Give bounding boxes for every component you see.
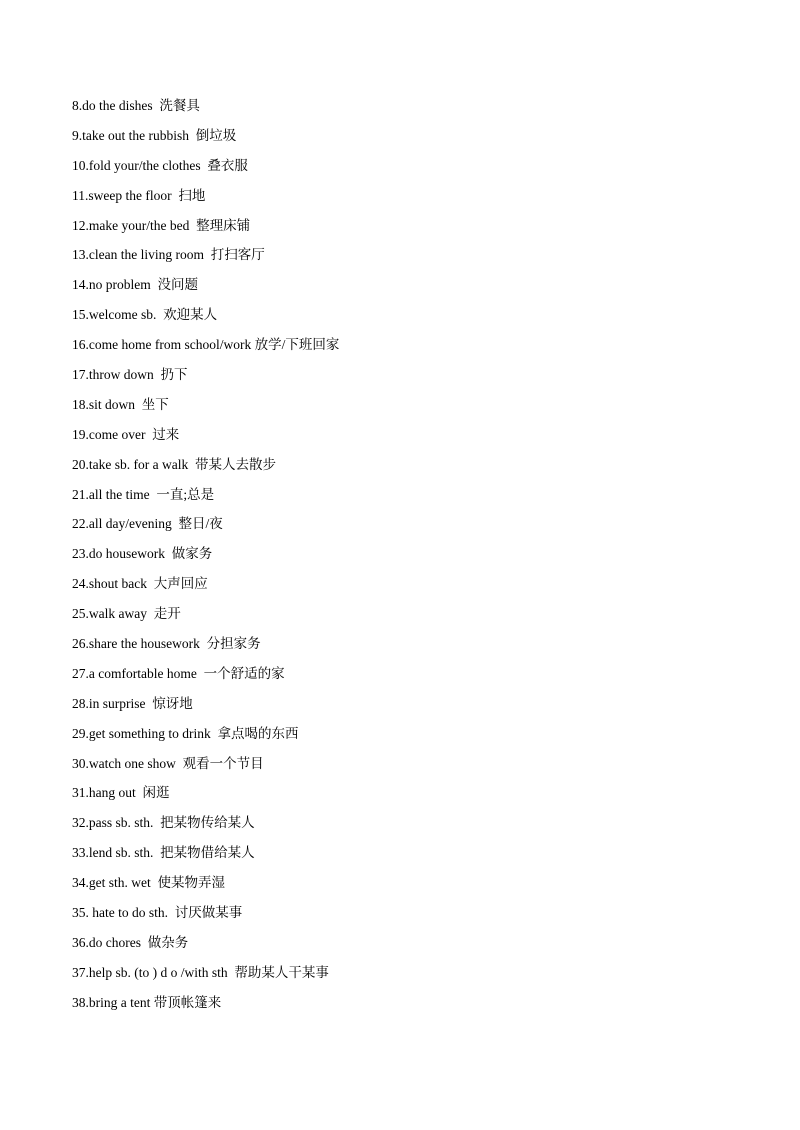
phrase-item [72,272,339,302]
phrase-item [72,930,339,960]
phrase-item [72,631,339,661]
phrase-text: 29.get something to drink 拿点喝的东西 [72,725,299,741]
phrase-text: 11.sweep the floor 扫地 [72,187,206,203]
phrase-text: 30.watch one show 观看一个节目 [72,755,264,771]
phrase-text: 18.sit down 坐下 [72,396,169,412]
phrase-text: 35. hate to do sth. 讨厌做某事 [72,905,243,921]
phrase-item [72,123,339,153]
phrase-item [72,810,339,840]
phrase-text: 28.in surprise 惊讶地 [72,695,193,711]
phrase-item [72,661,339,691]
phrase-text: 33.lend sb. sth. 把某物借给某人 [72,845,255,861]
phrase-item [72,900,339,930]
phrase-item [72,751,339,781]
phrase-text: 37.help sb. (to ) d o /with sth 帮助某人干某事 [72,964,329,980]
phrase-item [72,482,339,512]
phrase-item [72,541,339,571]
phrase-item [72,153,339,183]
phrase-item [72,302,339,332]
phrase-text: 14.no problem 没问题 [72,277,198,293]
phrase-item [72,960,339,990]
phrase-text: 38.bring a tent 带顶帐篷来 [72,994,222,1010]
phrase-item [72,601,339,631]
phrase-text: 19.come over 过来 [72,426,180,442]
phrase-item [72,332,339,362]
phrase-list [72,93,339,1020]
phrase-item [72,392,339,422]
phrase-text: 8.do the dishes 洗餐具 [72,98,200,113]
phrase-text: 34.get sth. wet 使某物弄湿 [72,875,225,891]
phrase-item [72,422,339,452]
phrase-text: 32.pass sb. sth. 把某物传给某人 [72,815,255,831]
phrase-item [72,691,339,721]
phrase-text: 20.take sb. for a walk 带某人去散步 [72,456,276,472]
phrase-item [72,183,339,213]
phrase-text: 22.all day/evening 整日/夜 [72,516,223,532]
phrase-item [72,93,339,123]
phrase-text: 13.clean the living room 打扫客厅 [72,247,265,263]
phrase-text: 26.share the housework 分担家务 [72,636,261,652]
phrase-item [72,242,339,272]
phrase-item [72,780,339,810]
phrase-text: 36.do chores 做杂务 [72,934,189,950]
phrase-text: 27.a comfortable home 一个舒适的家 [72,665,285,681]
phrase-item [72,990,339,1020]
phrase-text: 16.come home from school/work 放学/下班回家 [72,337,340,353]
phrase-item [72,840,339,870]
phrase-item [72,362,339,392]
phrase-text: 9.take out the rubbish 倒垃圾 [72,127,237,143]
phrase-item [72,511,339,541]
phrase-item [72,452,339,482]
phrase-text: 10.fold your/the clothes 叠衣服 [72,157,248,173]
phrase-item [72,870,339,900]
phrase-text: 12.make your/the bed 整理床铺 [72,217,251,233]
phrase-text: 24.shout back 大声回应 [72,576,208,592]
phrase-text: 23.do housework 做家务 [72,546,213,562]
phrase-text: 25.walk away 走开 [72,606,181,622]
phrase-text: 15.welcome sb. 欢迎某人 [72,307,218,323]
phrase-item [72,213,339,243]
phrase-item [72,571,339,601]
phrase-text: 21.all the time 一直;总是 [72,486,215,502]
phrase-item [72,721,339,751]
phrase-text: 31.hang out 闲逛 [72,785,170,801]
phrase-text: 17.throw down 扔下 [72,367,188,383]
